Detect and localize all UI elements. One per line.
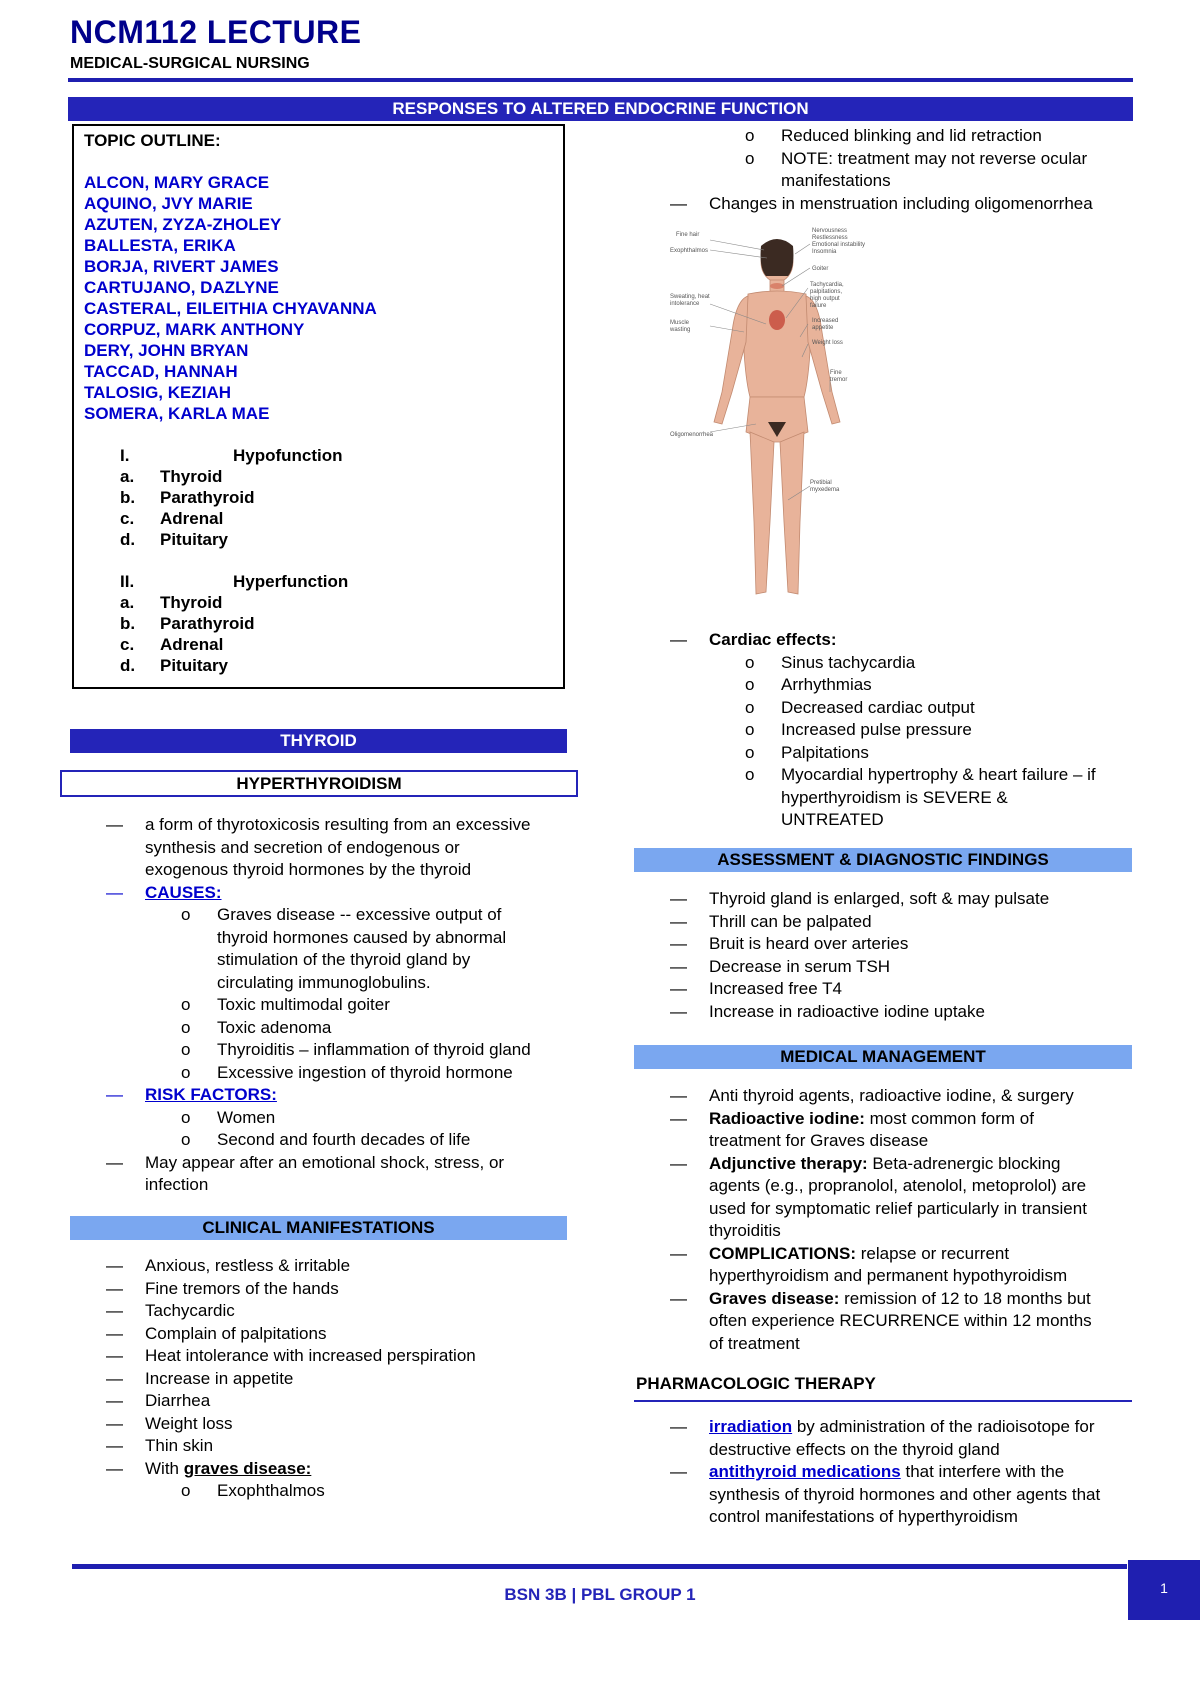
member-list: [84, 172, 553, 424]
cause-line: circulating immunoglobulins.: [217, 972, 431, 992]
cause-line: Excessive ingestion of thyroid hormone: [217, 1062, 513, 1082]
label-increased: Increased: [812, 318, 839, 324]
clinical-item: Fine tremors of the hands: [145, 1278, 339, 1298]
document-title: NCM112 LECTURE: [70, 14, 362, 50]
outline-letter: c.: [120, 509, 135, 528]
member-name: ALCON, MARY GRACE: [84, 173, 270, 192]
label-tachycardia: Tachycardia,: [810, 282, 844, 288]
menstruation-line: Changes in menstruation including oligomenorrhea: [709, 193, 1093, 213]
circle-bullet: o: [181, 1107, 191, 1127]
dash-bullet: —: [670, 1243, 687, 1263]
management-text: Beta-adrenergic blocking: [867, 1153, 1061, 1173]
assessment-item: Increase in radioactive iodine uptake: [709, 1001, 985, 1021]
right-leg: [750, 432, 774, 594]
label-weight-loss: Weight loss: [812, 340, 843, 346]
member-name: CARTUJANO, DAZLYNE: [84, 278, 279, 297]
management-text: agents (e.g., propranolol, atenolol, metoprolol) are: [709, 1176, 1087, 1195]
outline-item: Thyroid: [160, 467, 223, 486]
definition-line: exogenous thyroid hormones by the thyroid: [145, 860, 472, 879]
outline-item: Adrenal: [160, 509, 224, 528]
assessment-band: ASSESSMENT & DIAGNOSTIC FINDINGS: [634, 848, 1132, 872]
outline-item: Pituitary: [160, 656, 229, 675]
cardiac-item: Decreased cardiac output: [781, 697, 975, 717]
cause-line: stimulation of the thyroid gland by: [217, 950, 471, 969]
dash-bullet: —: [106, 1301, 123, 1320]
label-muscle: Muscle: [670, 320, 690, 326]
member-name: AQUINO, JVY MARIE: [84, 194, 253, 213]
circle-bullet: o: [745, 652, 755, 672]
header-rule: [68, 78, 1133, 82]
dash-bullet: —: [670, 630, 687, 649]
label-high-output: high output: [810, 296, 840, 302]
outline-heading: TOPIC OUTLINE:: [84, 131, 221, 150]
member-name: CASTERAL, EILEITHIA CHYAVANNA: [84, 299, 377, 318]
clinical-manifestations-band: CLINICAL MANIFESTATIONS: [70, 1216, 567, 1240]
clinical-item: Tachycardic: [145, 1301, 235, 1320]
cause-line: thyroid hormones caused by abnormal: [217, 927, 507, 947]
cardiac-item: Palpitations: [781, 742, 869, 762]
cardiac-item: Increased pulse pressure: [781, 720, 972, 739]
clinical-item: Thin skin: [145, 1436, 214, 1455]
management-text: hyperthyroidism and permanent hypothyroidism: [709, 1266, 1068, 1285]
circle-bullet: o: [181, 1481, 191, 1500]
outline-item: Pituitary: [160, 530, 229, 549]
clinical-item: Diarrhea: [145, 1391, 211, 1410]
label-exophthalmos: Exophthalmos: [670, 248, 709, 254]
dash-bullet: —: [670, 193, 687, 213]
cardiac-item: hyperthyroidism is SEVERE &: [781, 787, 1008, 807]
document-subtitle: MEDICAL-SURGICAL NURSING: [70, 55, 310, 72]
dash-bullet: —: [670, 1086, 687, 1105]
assessment-item: Decrease in serum TSH: [709, 956, 891, 976]
dash-bullet: —: [670, 979, 687, 998]
management-term: Graves disease:: [709, 1288, 840, 1308]
label-emotional: Emotional instability: [812, 242, 866, 248]
management-text: often experience RECURRENCE within 12 months: [709, 1311, 1092, 1330]
circle-bullet: o: [181, 1040, 191, 1059]
label-fine-hair: Fine hair: [676, 232, 700, 238]
pharmacologic-rule: [634, 1400, 1132, 1402]
management-text: relapse or recurrent: [856, 1243, 1010, 1263]
left-arm: [806, 296, 840, 424]
dash-bullet: —: [106, 1458, 123, 1478]
assessment-item: Thrill can be palpated: [709, 911, 872, 931]
cardiac-item: UNTREATED: [781, 810, 884, 829]
member-name: BALLESTA, ERIKA: [84, 236, 236, 255]
pharm-text: destructive effects on the thyroid gland: [709, 1439, 1000, 1459]
right-arm: [714, 296, 748, 424]
member-name: AZUTEN, ZYZA-ZHOLEY: [84, 215, 282, 234]
dash-bullet: —: [106, 1323, 123, 1343]
dash-bullet: —: [670, 1462, 687, 1481]
clinical-item: Heat intolerance with increased perspiration: [145, 1346, 476, 1365]
management-text: most common form of: [864, 1108, 1034, 1128]
outline-label: Hyperfunction: [233, 572, 349, 591]
definition-line: synthesis and secretion of endogenous or: [145, 837, 460, 857]
label-wasting: wasting: [670, 327, 691, 333]
outline-item: Adrenal: [160, 635, 224, 654]
label-fine: Fine: [830, 370, 842, 376]
assessment-item: Bruit is heard over arteries: [709, 934, 909, 953]
label-palpitations: palpitations,: [810, 289, 843, 295]
definition-line: a form of thyrotoxicosis resulting from an excessive: [145, 815, 531, 834]
goiter: [770, 283, 784, 289]
outline-letter: a.: [120, 593, 135, 612]
antithyroid-medications-link[interactable]: antithyroid medications: [709, 1462, 901, 1481]
management-text: thyroiditis: [709, 1221, 781, 1240]
causes-heading: CAUSES:: [145, 882, 222, 902]
outline-letter: c.: [120, 635, 135, 654]
circle-bullet: o: [745, 765, 755, 784]
dash-bullet: —: [106, 1152, 123, 1172]
outline-letter: a.: [120, 467, 135, 486]
left-body-top: [106, 814, 576, 1197]
cause-line: Toxic adenoma: [217, 1017, 332, 1037]
dash-bullet: —: [106, 882, 123, 902]
footer-rule: [72, 1564, 1127, 1569]
circle-bullet: o: [181, 1130, 191, 1149]
circle-bullet: o: [181, 1017, 191, 1037]
page-number: 1: [1128, 1560, 1200, 1620]
dash-bullet: —: [670, 889, 687, 908]
cardiac-item: Sinus tachycardia: [781, 652, 916, 672]
pharm-text: control manifestations of hyperthyroidism: [709, 1507, 1018, 1526]
label-failure: failure: [810, 303, 827, 309]
clinical-item: Increase in appetite: [145, 1368, 294, 1388]
outline-letter: b.: [120, 488, 136, 507]
dash-bullet: —: [670, 1153, 687, 1173]
dash-bullet: —: [670, 1288, 687, 1308]
clinical-item: Weight loss: [145, 1413, 233, 1433]
ocular-line: NOTE: treatment may not reverse ocular: [781, 148, 1088, 168]
dash-bullet: —: [670, 1417, 687, 1436]
section-band-main: RESPONSES TO ALTERED ENDOCRINE FUNCTION: [68, 97, 1133, 121]
member-name: BORJA, RIVERT JAMES: [84, 257, 279, 276]
heart: [769, 310, 785, 330]
hyperthyroidism-heading: HYPERTHYROIDISM: [60, 770, 578, 797]
assessment-item: Thyroid gland is enlarged, soft & may pulsate: [709, 889, 1050, 908]
dash-bullet: —: [670, 956, 687, 976]
label-sweating: Sweating, heat: [670, 294, 710, 300]
label-appetite: appetite: [812, 325, 834, 331]
dash-bullet: —: [670, 911, 687, 931]
member-name: DERY, JOHN BRYAN: [84, 341, 249, 360]
dash-bullet: —: [670, 1001, 687, 1021]
management-term: Radioactive iodine:: [709, 1108, 865, 1128]
circle-bullet: o: [181, 905, 191, 924]
dash-bullet: —: [106, 1278, 123, 1298]
pharm-text: that interfere with the: [900, 1462, 1065, 1481]
dash-bullet: —: [670, 1108, 687, 1128]
management-text: treatment for Graves disease: [709, 1131, 929, 1150]
cardiac-section: [670, 629, 1140, 832]
with-prefix: With: [145, 1458, 184, 1478]
circle-bullet: o: [745, 742, 755, 762]
management-text: of treatment: [709, 1333, 800, 1353]
outline-letter: b.: [120, 614, 136, 633]
management-text: remission of 12 to 18 months but: [839, 1288, 1091, 1308]
left-leg: [780, 432, 804, 594]
dash-bullet: —: [106, 1391, 123, 1410]
clinical-list: [106, 1255, 576, 1503]
outline-section-hyper: [84, 571, 553, 676]
torso: [744, 291, 810, 397]
label-oligomenorrhea: Oligomenorrhea: [670, 432, 714, 438]
label-restlessness: Restlessness: [812, 235, 848, 241]
member-name: TACCAD, HANNAH: [84, 362, 238, 381]
cause-line: Toxic multimodal goiter: [217, 995, 390, 1014]
assessment-item: Increased free T4: [709, 979, 842, 998]
cardiac-heading: Cardiac effects:: [709, 630, 837, 649]
topic-outline-box: [72, 124, 565, 689]
thyroid-band: THYROID: [70, 729, 567, 753]
outline-section-hypo: [84, 445, 553, 550]
outline-num: II.: [120, 572, 135, 591]
label-insomnia: Insomnia: [812, 249, 837, 255]
circle-bullet: o: [745, 126, 755, 145]
member-name: SOMERA, KARLA MAE: [84, 404, 270, 423]
label-goiter: Goiter: [812, 266, 829, 272]
outline-item: Parathyroid: [160, 488, 255, 507]
dash-bullet: —: [670, 934, 687, 953]
outline-letter: d.: [120, 656, 136, 675]
circle-bullet: o: [181, 995, 191, 1014]
outline-num: I.: [120, 446, 130, 465]
member-name: TALOSIG, KEZIAH: [84, 383, 232, 402]
outline-letter: d.: [120, 530, 136, 549]
risk-line: Women: [217, 1107, 276, 1127]
dash-bullet: —: [106, 1085, 123, 1104]
dash-bullet: —: [106, 815, 123, 834]
member-name: CORPUZ, MARK ANTHONY: [84, 320, 305, 339]
right-body-top: [670, 125, 1140, 215]
ocular-line: Reduced blinking and lid retraction: [781, 126, 1042, 145]
dash-bullet: —: [106, 1256, 123, 1275]
outline-item: Parathyroid: [160, 614, 255, 633]
circle-bullet: o: [745, 697, 755, 717]
cardiac-item: Arrhythmias: [781, 675, 872, 694]
risk-factors-heading: RISK FACTORS:: [145, 1085, 277, 1104]
outline-label: Hypofunction: [233, 446, 343, 465]
management-text: used for symptomatic relief particularly in transient: [709, 1198, 1087, 1218]
pharm-text: synthesis of thyroid hormones and other agents that: [709, 1484, 1101, 1504]
clinical-item: Complain of palpitations: [145, 1323, 327, 1343]
pharmacologic-list: [670, 1416, 1140, 1529]
medical-management-list: [670, 1085, 1140, 1355]
dash-bullet: —: [106, 1413, 123, 1433]
cause-line: Thyroiditis – inflammation of thyroid gland: [217, 1040, 531, 1059]
risk-line: Second and fourth decades of life: [217, 1130, 471, 1149]
circle-bullet: o: [181, 1062, 191, 1082]
management-term: COMPLICATIONS:: [709, 1243, 857, 1263]
outline-item: Thyroid: [160, 593, 223, 612]
pharmacologic-therapy-heading: PHARMACOLOGIC THERAPY: [636, 1374, 876, 1393]
irradiation-link[interactable]: irradiation: [709, 1417, 793, 1436]
footer-text: BSN 3B | PBL GROUP 1: [504, 1585, 696, 1604]
circle-bullet: o: [745, 675, 755, 694]
cause-line: Graves disease -- excessive output of: [217, 905, 502, 924]
dash-bullet: —: [106, 1346, 123, 1365]
label-intolerance: intolerance: [670, 301, 700, 307]
dash-bullet: —: [106, 1368, 123, 1388]
graves-disease-link: graves disease:: [183, 1458, 312, 1478]
label-myxedema: myxedema: [810, 487, 840, 493]
pharm-text: by administration of the radioisotope for: [792, 1417, 1095, 1436]
clinical-subitem: Exophthalmos: [217, 1481, 325, 1500]
label-nervousness: Nervousness: [812, 228, 848, 234]
clinical-item: Anxious, restless & irritable: [145, 1256, 351, 1275]
hyperthyroidism-body-illustration: [670, 228, 880, 612]
label-pretibial: Pretibial: [810, 480, 832, 486]
circle-bullet: o: [745, 148, 755, 168]
circle-bullet: o: [745, 720, 755, 739]
ocular-line: manifestations: [781, 171, 891, 190]
dash-bullet: —: [106, 1436, 123, 1455]
management-term: Adjunctive therapy:: [709, 1153, 868, 1173]
medical-management-band: MEDICAL MANAGEMENT: [634, 1045, 1132, 1069]
assessment-list: [670, 888, 1140, 1023]
label-tremor: tremor: [830, 377, 848, 383]
management-item: Anti thyroid agents, radioactive iodine, & surgery: [709, 1086, 1074, 1105]
cardiac-item: Myocardial hypertrophy & heart failure – if: [781, 765, 1096, 784]
trigger-line: infection: [145, 1175, 209, 1194]
trigger-line: May appear after an emotional shock, stress, or: [145, 1152, 505, 1172]
